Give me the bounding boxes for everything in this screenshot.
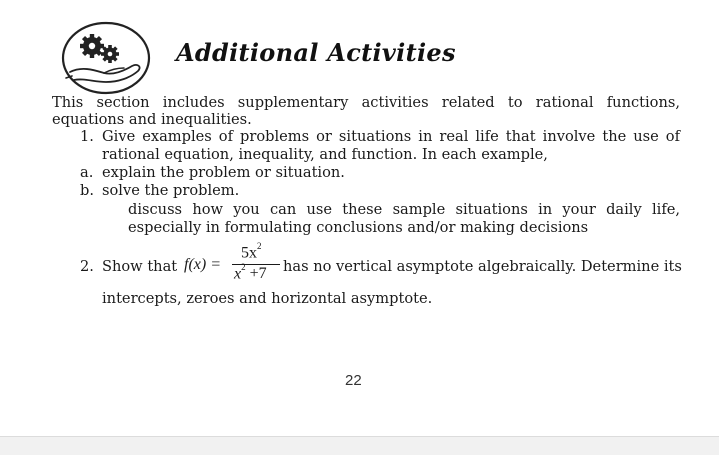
viewer-bottom-bar bbox=[0, 436, 719, 455]
page-number: 22 bbox=[345, 372, 362, 389]
item-2-line-2: intercepts, zeroes and horizontal asymptote. bbox=[102, 290, 433, 307]
sub-item-b-text: solve the problem. bbox=[102, 182, 240, 199]
fraction-numerator: $5x^2$ bbox=[241, 241, 262, 262]
intro-line-2: equations and inequalities. bbox=[52, 111, 252, 128]
item-1-number: 1. bbox=[80, 128, 94, 145]
fraction-denominator: $x^2 +7$ bbox=[234, 262, 267, 283]
item-1-line-2: rational equation, inequality, and function. In each example, bbox=[102, 146, 548, 163]
sub-item-c-line-1: discuss how you can use these sample situations in your daily life, bbox=[128, 201, 680, 218]
item-2-number: 2. bbox=[80, 258, 94, 275]
sub-item-b-letter: b. bbox=[80, 182, 94, 199]
item-1-line-1: Give examples of problems or situations in real life that involve the use of bbox=[102, 128, 680, 145]
item-2-lead: Show that bbox=[102, 258, 178, 275]
gears-on-hand-icon bbox=[60, 20, 152, 96]
intro-line-1: This section includes supplementary activities related to rational functions, bbox=[52, 94, 680, 111]
item-2-text: has no vertical asymptote algebraically. Determine its bbox=[283, 258, 682, 275]
sub-item-c-line-2: especially in formulating conclusions and/or making decisions bbox=[128, 219, 589, 236]
sub-item-a-letter: a. bbox=[80, 164, 94, 181]
function-lhs: f(x) = bbox=[184, 256, 221, 273]
sub-item-a-text: explain the problem or situation. bbox=[102, 164, 345, 181]
section-title: Additional Activities bbox=[176, 38, 456, 67]
